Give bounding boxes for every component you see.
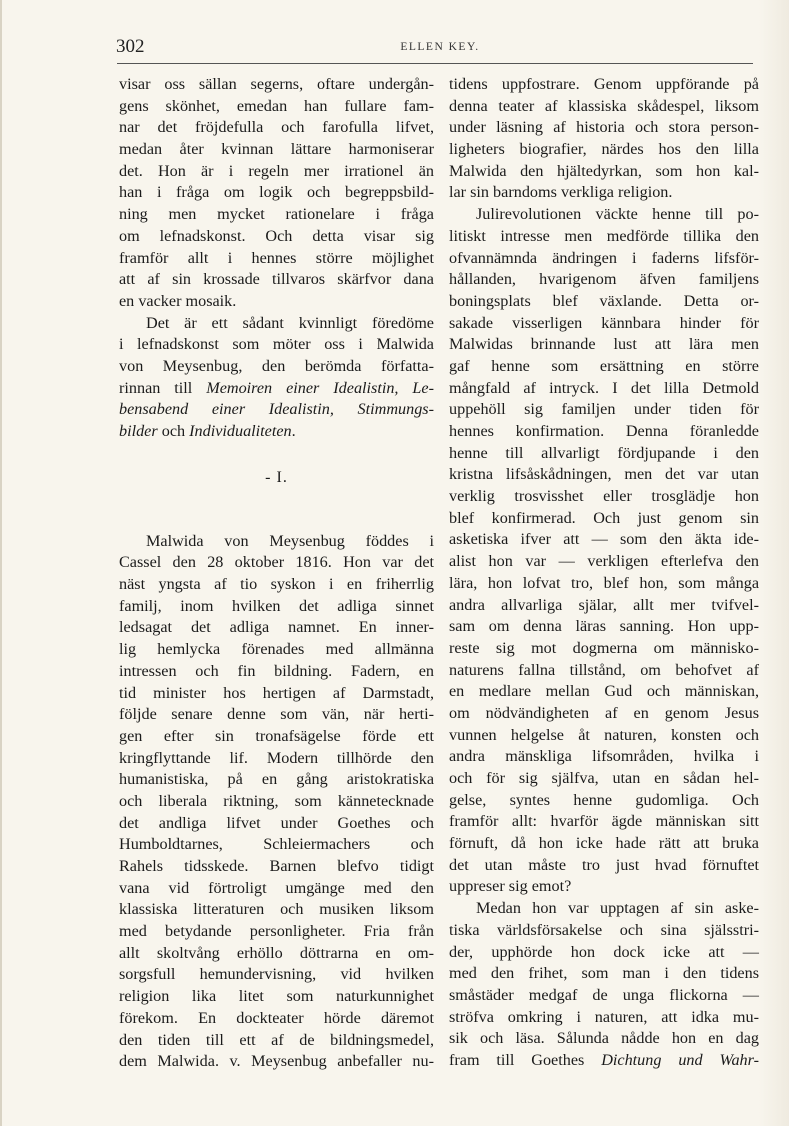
text-line: intressen och fin bildning. Fadern, en bbox=[119, 661, 434, 680]
text-line: Medan hon var upptagen af sin aske- bbox=[476, 899, 759, 918]
text-line: och liberala riktning, som kännetecknade bbox=[119, 791, 434, 810]
text-fragment: och bbox=[157, 422, 190, 440]
text-line: lig hemlycka förenades med allmänna bbox=[119, 640, 434, 659]
page-number: 302 bbox=[116, 36, 145, 57]
text-line: lar sin barndoms verkliga religion. bbox=[449, 183, 673, 202]
text-line: framför allt: hvarför ägde människan sitt bbox=[449, 812, 759, 831]
book-title: Dichtung und Wahr- bbox=[601, 1050, 760, 1069]
paragraph bbox=[119, 531, 434, 1073]
text-line: kristna lifsåskådningen, men det var utan bbox=[449, 465, 759, 484]
text-line: humanistiska, på en gång aristokratiska bbox=[119, 770, 434, 789]
text-line: lära, hon lofvat tro, blef hon, som många bbox=[449, 573, 759, 592]
text-line: Malwida von Meysenbug föddes i bbox=[146, 531, 434, 550]
text-line: ning men mycket rationelare i fråga bbox=[119, 205, 434, 224]
text-line bbox=[119, 378, 434, 400]
text-line: om lefnadskonst. Och detta visar sig bbox=[119, 226, 434, 245]
text-line: blef konfirmerad. Och just genom sin bbox=[449, 508, 759, 527]
text-line: sorgsfull hemundervisning, vid hvilken bbox=[119, 965, 434, 984]
text-line: allt skoltvång erhöllo döttrarna en om- bbox=[119, 943, 434, 962]
book-title: bilder bbox=[119, 422, 158, 440]
text-line: vana vid förtroligt umgänge med den bbox=[119, 878, 434, 897]
text-line: Cassel den 28 oktober 1816. Hon var det bbox=[119, 553, 434, 572]
book-title: Individualiteten bbox=[189, 422, 292, 440]
text-line: sam om denna läras sanning. Hon upp- bbox=[449, 617, 759, 636]
text-fragment: rinnan till bbox=[119, 378, 207, 397]
text-line: gens skönhet, emedan han fullare fam- bbox=[119, 96, 434, 115]
paragraph bbox=[449, 898, 759, 1072]
text-line: han i fråga om logik och begreppsbild- bbox=[119, 183, 434, 202]
text-line: ligheters biografier, närdes hos den lilla bbox=[449, 140, 759, 159]
text-line: framför allt i hennes större möjlighet bbox=[119, 248, 434, 267]
text-line: småstäder medgaf de unga flickorna — bbox=[449, 985, 759, 1004]
right-column bbox=[449, 74, 759, 1072]
text-line: andra mänskliga lifsområden, hvilka i bbox=[449, 747, 759, 766]
paragraph bbox=[449, 74, 759, 204]
text-line: tidens uppfostrare. Genom uppförande på bbox=[449, 75, 759, 93]
text-line: gaf henne som ersättning en större bbox=[449, 356, 759, 375]
text-line: följde senare denne som vän, när herti- bbox=[119, 705, 434, 724]
text-line: förekom. En dockteater hörde däremot bbox=[119, 1008, 434, 1027]
text-line: gelse, syntes henne gudomliga. Och bbox=[449, 790, 759, 809]
text-line: förnuft, då hon icke hade rätt att bruka bbox=[449, 834, 759, 853]
text-line: uppreser sig emot? bbox=[449, 877, 572, 896]
text-fragment: fram till Goethes bbox=[449, 1050, 602, 1069]
paragraph bbox=[119, 313, 434, 443]
book-title: Memoiren einer Idealistin, Le- bbox=[206, 378, 434, 397]
spacer bbox=[119, 510, 434, 531]
text-line: Julirevolutionen väckte henne till po- bbox=[476, 205, 759, 224]
book-title: bensabend einer Idealistin, Stimmungs- bbox=[119, 400, 434, 419]
text-line: von Meysenbug, den berömda författa- bbox=[119, 356, 434, 375]
text-line: vunnen helgelse åt naturen, konsten och bbox=[449, 725, 759, 744]
text-line: ströfva omkring i naturen, att idka mu- bbox=[449, 1007, 759, 1026]
text-line: denna teater af klassiska skådespel, liksom bbox=[449, 96, 759, 115]
text-line: gen efter sin tronafsägelse förde ett bbox=[119, 726, 434, 745]
text-line: henne till allvarligt fördjupande i den bbox=[449, 443, 759, 462]
text-line: det. Hon är i regeln mer irrationel än bbox=[119, 161, 434, 180]
text-line: familj, inom hvilken det adliga sinnet bbox=[119, 596, 434, 615]
text-line: sik och läsa. Sålunda nådde hon en dag bbox=[449, 1029, 759, 1048]
paragraph bbox=[449, 204, 759, 898]
left-column bbox=[119, 74, 434, 1073]
text-line: uppehöll sig familjen under tiden för bbox=[449, 400, 759, 419]
text-line: det andliga lifvet under Goethes och bbox=[119, 813, 434, 832]
text-line: asketiska ifver att — som den äkta ide- bbox=[449, 530, 759, 549]
running-title: ELLEN KEY. bbox=[400, 41, 480, 53]
text-line: Det är ett sådant kvinnligt föredöme bbox=[146, 313, 434, 332]
text-line: Humboldtarnes, Schleiermachers och bbox=[119, 835, 434, 854]
text-line: att af sin krossade tillvaros skärfvor dana bbox=[119, 270, 434, 289]
text-line: kringflyttande lif. Modern tillhörde den bbox=[119, 748, 434, 767]
text-line: den tiden till ett af de bildningsmedel, bbox=[119, 1030, 434, 1049]
text-line: naturens fallna tillstånd, om behofvet af bbox=[449, 660, 759, 679]
text-line: hennes konfirmation. Denna föranledde bbox=[449, 422, 759, 440]
text-line: under läsning af historia och stora person- bbox=[449, 118, 759, 137]
text-line: en vacker mosaik. bbox=[119, 291, 237, 310]
text-line: en medlare mellan Gud och människan, bbox=[449, 682, 759, 701]
paper-shade bbox=[759, 0, 789, 1126]
text-line bbox=[119, 421, 434, 443]
binding-edge bbox=[0, 0, 2, 1126]
text-line: och för sig själfva, utan en sådan hel- bbox=[449, 769, 759, 787]
text-fragment: . bbox=[291, 422, 296, 440]
text-line: litiskt intresse men medförde tillika den bbox=[449, 226, 759, 245]
text-line: mångfald af intryck. I det lilla Detmold bbox=[449, 378, 759, 397]
text-line: visar oss sällan segerns, oftare undergån- bbox=[119, 75, 434, 93]
text-line: Malwida den hjältedyrkan, som hon kal- bbox=[449, 161, 759, 180]
text-line: alist hon var — verkligen efterlefva den bbox=[449, 552, 759, 571]
text-line: tiska världsförsakelse och sina själsstri- bbox=[449, 920, 759, 939]
text-line: med betydande personligheter. Fria från bbox=[119, 922, 434, 941]
text-line: dem Malwida. v. Meysenbug anbefaller nu- bbox=[119, 1052, 434, 1071]
text-line: klassiska litteraturen och musiken liksom bbox=[119, 900, 434, 919]
text-line: om nödvändigheten af en genom Jesus bbox=[449, 703, 759, 722]
text-line bbox=[449, 1050, 759, 1072]
text-line: religion lika litet som naturkunnighet bbox=[119, 987, 434, 1006]
text-line: reste sig mot dogmerna om människo- bbox=[449, 638, 759, 657]
text-line: sakade visserligen kännbara hinder för bbox=[449, 313, 759, 332]
text-line: ofvannämnda ändringen i faderns lifsför- bbox=[449, 248, 759, 267]
text-line: verklig trosvisshet eller trosglädje hon bbox=[449, 487, 759, 506]
text-line: Malwidas brinnande lust att lära men bbox=[449, 335, 759, 354]
text-line: näst yngsta af tio syskon i en friherrlig bbox=[119, 575, 434, 594]
text-line: nar det fröjdefulla och farofulla lifvet, bbox=[119, 118, 434, 137]
header-rule bbox=[117, 63, 753, 64]
text-line: Rahels tidsskede. Barnen blefvo tidigt bbox=[119, 857, 434, 875]
paragraph bbox=[119, 74, 434, 313]
text-line: med den frihet, som man i den tidens bbox=[449, 964, 759, 983]
text-line: boningsplats blef växlande. Detta or- bbox=[449, 291, 759, 310]
text-line: der, upphörde hon dock icke att — bbox=[449, 942, 759, 961]
text-line: andra allvarliga själar, allt mer tvifvel- bbox=[449, 595, 759, 614]
section-heading: - I. bbox=[265, 468, 288, 486]
text-line: hållanden, hvarigenom äfven familjens bbox=[449, 270, 759, 289]
text-line: tid minister hos hertigen af Darmstadt, bbox=[119, 683, 434, 702]
text-line: det utan måste tro just hvad förnuftet bbox=[449, 855, 759, 874]
text-line: medan åter kvinnan lättare harmoniserar bbox=[119, 140, 434, 159]
text-line: i lefnadskonst som möter oss i Malwida bbox=[119, 335, 434, 354]
text-line: ledsagat det adliga namnet. En inner- bbox=[119, 618, 434, 637]
